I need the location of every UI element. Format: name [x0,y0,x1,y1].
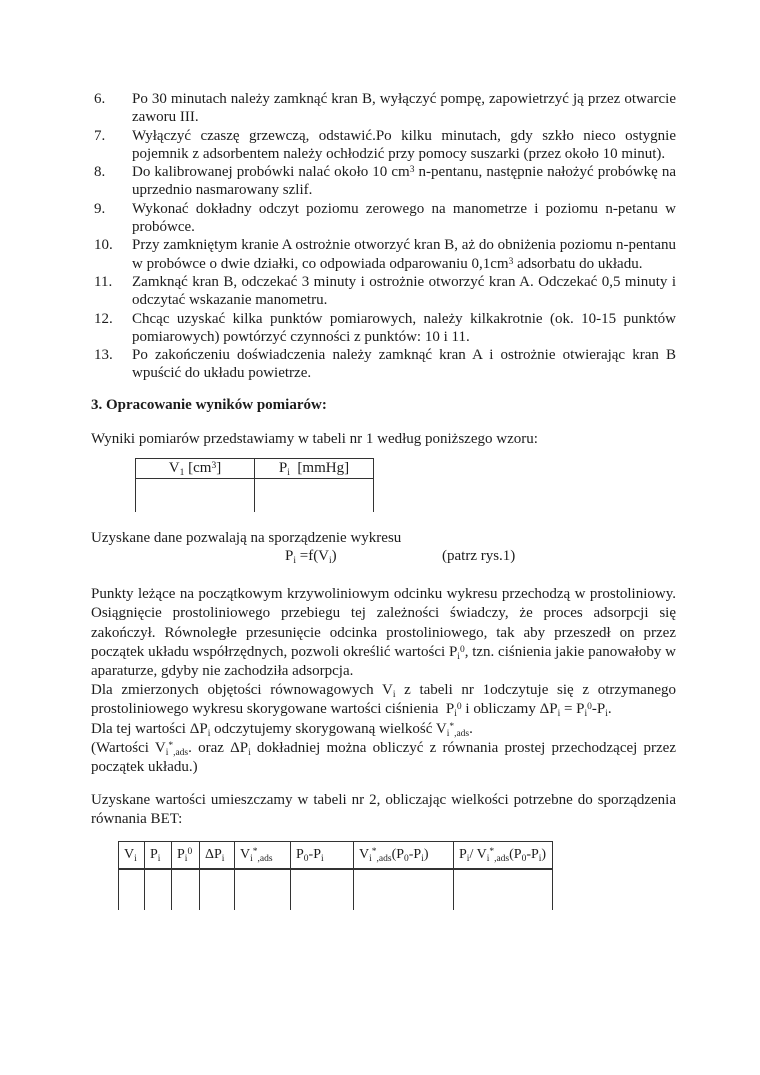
list-item-number: 10. [94,237,113,254]
paragraph-punkty: Punkty leżące na początkowym krzywoliniowym odcinku wykresu przechodzą w prostoliniowy. Osiągnięcie prostoliniowego przebiegu tej zależności świadczy, że proces adsorpcji się zakończył. Równoległe przesunięcie odcinka prostoliniowego, tak aby przeszedł on przez początek układu współrzędnych, pozwoli określić wartości $P_i^0$, tzn. ciśnienia jakie panowałoby w aparaturze, gdyby nie zachodziła adsorpcja. [91,586,676,680]
list-item [91,236,676,273]
formula-row [91,547,676,565]
table-2-empty-cell [235,869,291,910]
paragraph-dla-zmierzonych: Dla zmierzonych objętości równowagowych $V_i$ z tabeli nr 1odczytuje się z otrzymanego prostoliniowego wykresu skorygowane wartości ciśnienia $P_i^0$ i obliczamy $\Delta P_i = P_i^0-P_i$. [91,682,676,720]
list-item [91,163,676,200]
list-item-number: 7. [94,127,106,144]
list-item-text: Przy zamkniętym kranie A ostrożnie otworzyć kran B, aż do obniżenia poziomu n-pentanu w probówce o dwie działki, co odpowiada odparowaniu $0,1cm^3$ adsorbatu do układu. [132,237,676,272]
list-item-text: Chcąc uzyskać kilka punktów pomiarowych, należy kilkakrotnie (ok. 10-15 punktów pomiarowych) powtórzyć czynności z punktów: 10 i 11. [132,310,676,345]
list-item-number: 13. [94,347,113,364]
table-2-header-pi0: $P_i^0$ [172,841,200,869]
table-2-empty-cell [172,869,200,910]
list-item [91,346,676,383]
table-1-header-row [136,459,374,478]
table-2-bet-template [118,841,553,910]
list-item-number: 6. [94,91,106,107]
list-item [91,273,676,310]
list-item [91,200,676,237]
table-2-empty-row [119,869,553,910]
list-item [91,310,676,347]
list-item-number: 12. [94,310,113,327]
table-2-empty-cell [354,869,454,910]
list-item [91,90,676,127]
table-2-header-delta-pi: $\Delta P_i$ [200,841,235,869]
formula-expression: $P_i =f(V_i)$ [285,547,337,566]
formula-reference-note: (patrz rys.1) [442,547,516,564]
table-2-header-row [119,841,553,869]
table-2-header-vi: $V_i$ [119,841,145,869]
table-1-empty-row [136,478,374,512]
table-2-empty-cell [119,869,145,910]
list-item-text: Wykonać dokładny odczyt poziomu zerowego na manometrze i poziomu n-petanu w probówce. [132,200,676,236]
table-2-empty-cell [291,869,354,910]
list-item-text: Wyłączyć czaszę grzewczą, odstawić.Po kilku minutach, gdy szkło nieco ostygnie pojemnik z adsorbentem należy ochłodzić przy pomocy suszarki (przez około 10 minut). [132,127,676,162]
list-item-text: Po zakończeniu doświadczenia należy zamknąć kran A i ostrożnie otwierając kran B wpuścić do układu powietrze. [132,347,676,382]
section-heading: 3. Opracowanie wyników pomiarów: [91,396,327,413]
table-2-header-vi-ads-p0-pi: $V_i^*_{,ads}(P_0-P_i)$ [354,841,454,869]
table-1-empty-cell [255,478,374,512]
table-1-header-p: $P_i$ [mmHg] [255,459,374,478]
list-item-text: Po 30 minutach należy zamknąć kran B, wyłączyć pompę, zapowietrzyć ją przez otwarcie zaworu III. [132,91,676,126]
table-2-header-pi: $P_i$ [145,841,172,869]
table-2-empty-cell [145,869,172,910]
table-1-empty-cell [136,478,255,512]
paragraph-wartosci: (Wartości $V_i^*_{,ads}$. oraz $\Delta P_i$ dokładniej można obliczyć z równania prostej przechodzącej przez początek układu.) [91,739,676,776]
procedure-step-list [91,90,676,383]
table-2-header-vi-ads: $V_i^*_{,ads}$ [235,841,291,869]
paragraph-uzyskane-wartosci: Uzyskane wartości umieszczamy w tabeli nr 2, obliczając wielkości potrzebne do sporządzenia równania BET: [91,792,676,827]
list-item [91,127,676,164]
paragraph-dla-tej: Dla tej wartości $\Delta P_i$ odczytujemy skorygowaną wielkość $V_i^*_{,ads}$. [91,720,473,739]
list-item-text: Do kalibrowanej probówki nalać około 10 $cm^3$ n-pentanu, następnie nałożyć probówkę na uprzednio nasmarowany szlif. [132,164,676,199]
table-2-empty-cell [200,869,235,910]
list-item-text: Zamknąć kran B, odczekać 3 minuty i ostrożnie otworzyć kran A. Odczekać 0,5 minuty i odczytać wskazanie manometru. [132,273,676,309]
list-item-number: 8. [94,164,106,181]
table-1-results-template [135,458,374,511]
paragraph-wyniki: Wyniki pomiarów przedstawiamy w tabeli nr 1 według poniższego wzoru: [91,431,538,448]
table-2-header-pi-over-vi-ads-p0-pi: $P_i/$ $V_i^*_{,ads}(P_0-P_i)$ [454,841,553,869]
list-item-number: 9. [94,200,106,217]
table-2-header-p0-pi: $P_0-P_i$ [291,841,354,869]
list-item-number: 11. [94,273,113,290]
table-1-header-v: $V_1$ $[cm^3]$ [136,459,255,478]
table-2-empty-cell [454,869,553,910]
paragraph-uzyskane-dane: Uzyskane dane pozwalają na sporządzenie wykresu [91,529,402,546]
